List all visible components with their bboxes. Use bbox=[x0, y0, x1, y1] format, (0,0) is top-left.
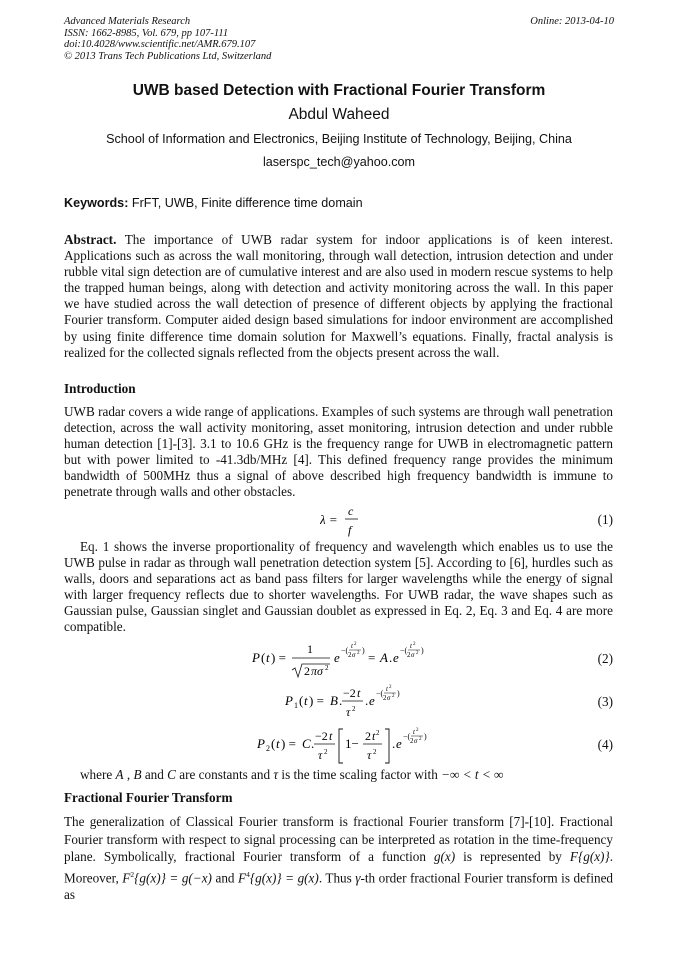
author-name: Abdul Waheed bbox=[288, 106, 390, 123]
svg-text:2: 2 bbox=[354, 642, 357, 647]
svg-text:σ: σ bbox=[414, 737, 418, 745]
svg-text:τ: τ bbox=[318, 748, 323, 762]
equation-1 bbox=[320, 503, 370, 539]
equation-3-graphic bbox=[285, 683, 425, 723]
svg-text:2: 2 bbox=[416, 728, 419, 733]
f2-symbol: F bbox=[122, 869, 131, 885]
svg-text:1: 1 bbox=[294, 701, 298, 710]
introduction-text-2: Eq. 1 shows the inverse proportionality of frequency and wavelength which enables us to use the UWB pulse in radar as through wall penetration detection system [5]. According to [6], hurdles such as walls, doors and separations act as band pass filters for larger wavelengths while the energy of signal with larger frequency reflects due to shorter wavelengths. For UWB radar, the wave shapes such as Gaussian pulse, Gaussian singlet and Gaussian doublet as expressed in Eq. 2, Eq. 3 and Eq. 4 are more compatible. bbox=[64, 539, 613, 635]
time-range: −∞ < t < ∞ bbox=[441, 767, 504, 782]
equation-1-number: (1) bbox=[597, 512, 613, 527]
svg-text:): ) bbox=[397, 689, 400, 698]
svg-text:t: t bbox=[266, 650, 270, 665]
svg-text:1: 1 bbox=[307, 642, 313, 656]
svg-text:(: ( bbox=[299, 693, 304, 708]
f4-symbol: F bbox=[238, 869, 247, 885]
svg-text:(: ( bbox=[271, 736, 276, 751]
journal-header bbox=[64, 16, 271, 62]
svg-text:2: 2 bbox=[304, 664, 310, 678]
frft-order: -th order fractional Fourier transform is defined as bbox=[64, 869, 614, 903]
svg-text:2: 2 bbox=[389, 685, 392, 690]
svg-text:t: t bbox=[329, 729, 333, 743]
svg-text:2: 2 bbox=[357, 651, 360, 656]
keywords-text: FrFT, UWB, Finite difference time domain bbox=[128, 196, 363, 210]
svg-text:2: 2 bbox=[365, 729, 371, 743]
svg-text:2: 2 bbox=[266, 744, 270, 753]
journal-name: Advanced Materials Research bbox=[64, 16, 191, 27]
where-text-3: and bbox=[141, 767, 168, 782]
svg-text:−2: −2 bbox=[315, 729, 328, 743]
svg-text:2: 2 bbox=[392, 694, 395, 699]
frft-thus: . Thus bbox=[318, 869, 352, 885]
copyright-line: © 2013 Trans Tech Publications Ltd, Switzerland bbox=[64, 50, 272, 62]
svg-text:σ: σ bbox=[352, 651, 356, 659]
svg-text:−(: −( bbox=[403, 732, 411, 741]
svg-text:) =: ) = bbox=[271, 650, 286, 665]
equation-2-graphic bbox=[252, 636, 452, 680]
online-date: Online: 2013-04-10 bbox=[530, 16, 614, 27]
svg-text:): ) bbox=[421, 646, 424, 655]
where-line bbox=[80, 767, 503, 783]
frft-heading: Fractional Fourier Transform bbox=[64, 790, 233, 805]
svg-text:2: 2 bbox=[373, 748, 377, 756]
svg-text:2: 2 bbox=[324, 748, 328, 756]
svg-text:τ: τ bbox=[346, 705, 351, 719]
f-of-g: F{g(x)} bbox=[569, 849, 610, 864]
svg-text:2: 2 bbox=[407, 651, 411, 659]
svg-text:−(: −( bbox=[376, 689, 384, 698]
gamma-symbol: γ bbox=[355, 869, 361, 885]
svg-text:(: ( bbox=[261, 650, 266, 665]
svg-text:−(: −( bbox=[400, 646, 408, 655]
svg-text:) =: ) = bbox=[281, 736, 296, 751]
svg-text:2: 2 bbox=[413, 642, 416, 647]
frft-paragraph bbox=[64, 813, 613, 904]
keywords bbox=[64, 196, 363, 210]
abstract bbox=[64, 232, 613, 361]
svg-text:2: 2 bbox=[325, 664, 329, 672]
where-text-5: is the time scaling factor with bbox=[278, 767, 442, 782]
svg-text:e: e bbox=[396, 736, 402, 751]
introduction-heading: Introduction bbox=[64, 381, 136, 396]
svg-text:e: e bbox=[369, 693, 375, 708]
equation-3-number: (3) bbox=[597, 694, 613, 709]
f4-superscript: 4 bbox=[246, 869, 250, 879]
svg-text:2: 2 bbox=[419, 737, 422, 742]
equation-2 bbox=[252, 636, 452, 680]
constant-a: A bbox=[115, 767, 124, 782]
svg-text:σ: σ bbox=[411, 651, 415, 659]
svg-text:): ) bbox=[362, 646, 365, 655]
svg-text:2: 2 bbox=[376, 729, 380, 737]
where-text-1: where bbox=[80, 767, 116, 782]
svg-text:2: 2 bbox=[410, 737, 414, 745]
svg-text:.: . bbox=[392, 736, 396, 751]
svg-text:.: . bbox=[339, 693, 343, 708]
f4-expression: {g(x)} = g(x) bbox=[249, 869, 319, 885]
f2-expression: {g(x)} = g(−x) bbox=[134, 869, 212, 885]
svg-text:c: c bbox=[348, 504, 354, 518]
svg-text:τ: τ bbox=[367, 748, 372, 762]
doi-line: doi:10.4028/www.scientific.net/AMR.679.107 bbox=[64, 39, 256, 50]
paper-title: UWB based Detection with Fractional Fourier Transform bbox=[132, 82, 546, 99]
svg-text:P: P bbox=[252, 650, 260, 665]
svg-text:=: = bbox=[368, 650, 376, 665]
svg-text:A: A bbox=[380, 650, 388, 665]
svg-text:−2: −2 bbox=[343, 686, 356, 700]
svg-text:t: t bbox=[410, 642, 412, 650]
svg-text:2: 2 bbox=[352, 705, 356, 713]
svg-text:e: e bbox=[393, 650, 399, 665]
svg-text:C: C bbox=[302, 736, 311, 751]
equation-2-number: (2) bbox=[597, 651, 613, 666]
frft-text: The generalization of Classical Fourier transform is fractional Fourier transform [7]-[10]. Fractional Fourier transform with respect to signal processing can be interpreted as rotation in the time-frequency plane. Symbolically, fractional Fourier transform of a function bbox=[64, 814, 613, 864]
svg-text:.: . bbox=[311, 736, 315, 751]
equation-1-graphic bbox=[320, 503, 370, 539]
introduction-text-1: UWB radar covers a wide range of applications. Examples of such systems are through wall penetration detection, across the wall activity monitoring, asset monitoring, intrusion detection and under rubble human detection [1]-[3]. 3.1 to 10.6 GHz is the frequency range for UWB in electromagnetic pattern but with power limited to -41.3db/MHz [4]. This defined frequency range provides the minimum bandwidth of 500MHz thus a signal of above described high frequency bandwidth is immune to penetrate through walls and other obstacles. bbox=[64, 404, 613, 500]
equation-4-number: (4) bbox=[597, 737, 613, 752]
svg-text:): ) bbox=[424, 732, 427, 741]
affiliation: School of Information and Electronics, Beijing Institute of Technology, Beijing, China bbox=[106, 132, 572, 146]
constant-c: C bbox=[167, 767, 176, 782]
svg-text:P: P bbox=[285, 693, 293, 708]
svg-text:.: . bbox=[365, 693, 369, 708]
where-text-2: , bbox=[123, 767, 134, 782]
svg-text:t: t bbox=[413, 728, 415, 736]
svg-text:t: t bbox=[276, 736, 280, 751]
svg-text:e: e bbox=[334, 650, 340, 665]
svg-text:2: 2 bbox=[348, 651, 352, 659]
svg-text:1−: 1− bbox=[345, 736, 359, 751]
introduction-para-1 bbox=[64, 404, 613, 501]
frft-moreover: . Moreover, bbox=[64, 849, 614, 885]
svg-text:t: t bbox=[372, 729, 376, 743]
equation-4-graphic bbox=[257, 724, 457, 766]
abstract-text: The importance of UWB radar system for indoor applications is of keen interest. Applications such as across the wall monitoring, through wall detection, intrusion detection and under rubble vital sign detection are of cumulative interest and are also used in modern rescue systems to help the trapped human beings, along with detection and activity monitoring across the wall. In this paper we have studied across the wall detection of presence of different objects by applying the fractional Fourier transform. Computer aided design based simulations for indoor environment are accomplished by using finite difference time domain solution for Maxwell’s equations. Finally, fractal analysis is realized for the collected signals reflected from the objects present across the wall. bbox=[64, 232, 613, 360]
f2-superscript: 2 bbox=[130, 869, 135, 879]
equation-4 bbox=[257, 724, 457, 766]
frft-and: and bbox=[211, 869, 235, 885]
keywords-label: Keywords: bbox=[64, 196, 129, 210]
svg-text:2: 2 bbox=[416, 651, 419, 656]
svg-text:t: t bbox=[351, 642, 353, 650]
introduction-para-2 bbox=[64, 539, 613, 636]
tau-symbol: τ bbox=[273, 767, 279, 782]
email: laserspc_tech@yahoo.com bbox=[262, 155, 416, 169]
equation-3 bbox=[285, 683, 425, 723]
svg-text:πσ: πσ bbox=[311, 664, 323, 678]
svg-text:t: t bbox=[304, 693, 308, 708]
where-text-4: are constants and bbox=[175, 767, 274, 782]
svg-text:.: . bbox=[389, 650, 393, 665]
frft-represented: is represented by bbox=[455, 849, 562, 864]
svg-text:B: B bbox=[330, 693, 338, 708]
svg-text:f: f bbox=[348, 523, 352, 537]
svg-text:P: P bbox=[257, 736, 265, 751]
svg-text:−(: −( bbox=[341, 646, 349, 655]
svg-text:2: 2 bbox=[383, 694, 387, 702]
issn-line: ISSN: 1662-8985, Vol. 679, pp 107-111 bbox=[64, 27, 229, 39]
svg-text:λ =: λ = bbox=[320, 512, 338, 527]
g-of-x: g(x) bbox=[433, 849, 456, 864]
svg-text:t: t bbox=[386, 685, 388, 693]
abstract-label: Abstract. bbox=[64, 232, 117, 247]
constant-b: B bbox=[133, 767, 142, 782]
svg-text:σ: σ bbox=[387, 694, 391, 702]
svg-text:t: t bbox=[357, 686, 361, 700]
svg-text:) =: ) = bbox=[309, 693, 324, 708]
